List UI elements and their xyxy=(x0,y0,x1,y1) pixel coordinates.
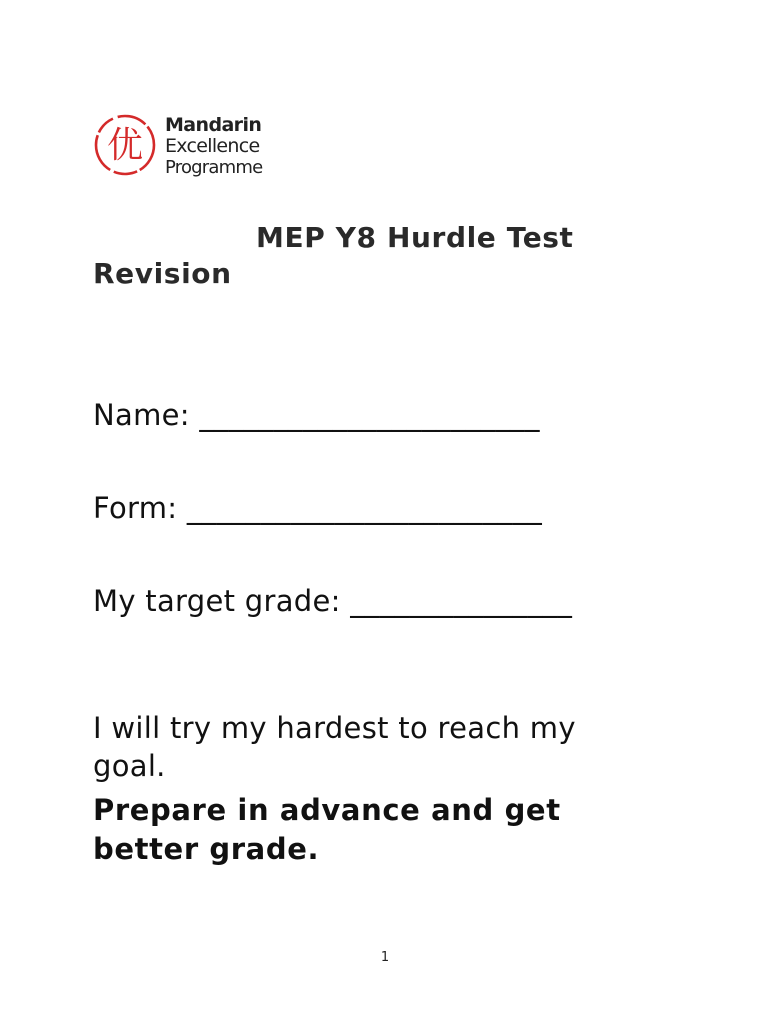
mep-logo xyxy=(93,110,283,182)
document-title: MEP Y8 Hurdle Test Revision xyxy=(93,221,574,290)
logo-line-1: Mandarin xyxy=(165,114,262,136)
logo-line-2: Excellence xyxy=(165,135,260,157)
logo-wordmark xyxy=(165,115,262,178)
logo-glyph: 优 xyxy=(106,125,144,166)
seal-icon xyxy=(93,110,159,180)
target-grade-field: My target grade: _______________ xyxy=(93,584,573,618)
logo-line-3: Programme xyxy=(165,157,263,178)
page-number: 1 xyxy=(380,950,390,965)
form-field: Form: ________________________ xyxy=(93,491,543,525)
advice-text: Prepare in advance and get better grade. xyxy=(93,793,561,866)
name-field: Name: _______________________ xyxy=(93,398,540,432)
pledge-text: I will try my hardest to reach my goal. xyxy=(93,711,576,783)
